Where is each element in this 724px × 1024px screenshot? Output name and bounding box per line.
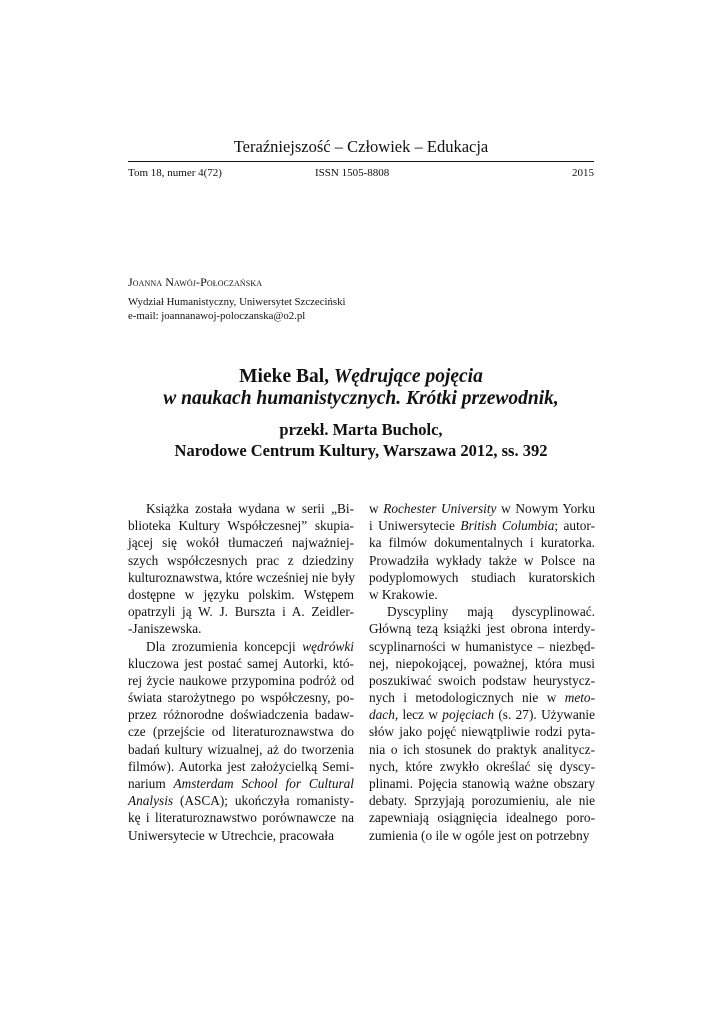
title-book: Wędrujące pojęcia [333,366,483,387]
text-line: cze (przejście od literaturoznawstwa do [128,724,354,740]
text-line: w Rochester University w Nowym Yorku [369,501,595,516]
text-line: Dla zrozumienia koncepcji wędrówki [146,638,354,654]
publication-year: 2015 [572,167,594,179]
text-line: dostępne w języku polskim. Wstępem [128,586,354,602]
header-rule [128,161,594,162]
text-line: poszukiwać swoich podstaw heurystycz- [369,672,595,688]
text-line: kę i literaturoznawstwo porównawcze na [128,810,354,826]
text-line: Książka została wydana w serii „Bi- [146,501,354,516]
text-line: przez różnorodne doświadczenia badaw- [128,707,354,723]
text-line: Uniwersytecie w Utrechcie, pracowała [128,827,334,843]
text-line: plinami. Pojęcia stanowią ważne obszary [369,776,595,791]
text-line: słów jako pojęć niewątpliwie rodzi pyta- [369,724,595,740]
text-line: nia o ich stosunek do praktyk analitycz- [369,741,595,757]
journal-title: Teraźniejszość – Człowiek – Edukacja [233,137,489,156]
text-line: Główną tezą książki jest obrona interdy- [369,621,595,637]
author-email: e-mail: joannanawoj-poloczanska@o2.pl [128,310,306,322]
text-line: badań kultury wizualnej, aż do tworzenia [128,741,354,757]
text-line: nej, niepokojącej, poważnej, która musi [369,655,595,671]
title-author: Mieke Bal, [239,366,334,387]
text-line: rej życie naukowe przypomina podróż od [128,672,354,688]
issn: ISSN 1505-8808 [315,167,390,179]
text-line: kluczowa jest postać samej Autorki, któ- [128,655,354,671]
text-line: ka filmów dokumentalnych i kuratorka. [369,535,595,551]
review-subtitle [128,419,594,461]
text-line: dach, lecz w pojęciach (s. 27). Używanie [369,707,595,723]
text-line: zumienia (o ile w ogóle jest on potrzebny [369,827,590,843]
text-line: podyplomowych studiach kuratorskich [369,569,595,585]
text-line: narium Amsterdam School for Cultural [128,776,354,791]
publisher-line: Narodowe Centrum Kultury, Warszawa 2012, ss. 392 [174,441,548,460]
text-line: świata starożytnego po współczesny, po- [128,690,354,706]
text-line: jącej się wokół tłumaczeń najważniej- [128,535,354,551]
translator-line: przekł. Marta Bucholc, [279,420,443,439]
author-affiliation: Wydział Humanistyczny, Uniwersytet Szczeciński [128,296,346,308]
text-line: Analysis (ASCA); ukończyła romanisty- [128,793,354,809]
review-title-line2: w naukach humanistycznych. Krótki przewodnik, [163,388,559,409]
text-line: Dyscypliny mają dyscyplinować. [387,604,595,620]
body-column-left [128,500,354,844]
text-line: filmów). Autorka jest założycielką Semi- [128,758,354,774]
text-line: opatrzyli ją W. J. Burszta i A. Zeidler- [128,604,354,620]
volume-number: Tom 18, numer 4(72) [128,167,222,179]
text-line: nych, które zwykło określać się dyscy- [369,758,595,774]
text-line: scyplinarności w humanistyce – niezbęd- [369,638,595,654]
review-title [128,366,594,410]
text-line: nych i metodologicznych nie w meto- [369,690,595,706]
text-line: blioteka Kultury Współczesnej” skupia- [128,518,354,534]
text-line: Prowadziła wykłady także w Polsce na [369,552,595,568]
author-name: Joanna Nawój-Połoczańska [128,275,263,289]
review-title-line1 [128,366,594,388]
text-line: szych współczesnych prac z dziedziny [128,552,354,568]
text-line: debaty. Sprzyjają porozumieniu, ale nie [369,793,595,809]
text-line: i Uniwersytecie British Columbia; autor- [369,518,595,534]
text-line: zapewniają osiągnięcia idealnego poro- [369,810,595,826]
text-line: kulturoznawstwa, które wcześniej nie były [128,569,356,585]
text-line: w Krakowie. [369,586,438,602]
body-column-right [369,500,595,844]
text-line: -Janiszewska. [128,621,202,637]
